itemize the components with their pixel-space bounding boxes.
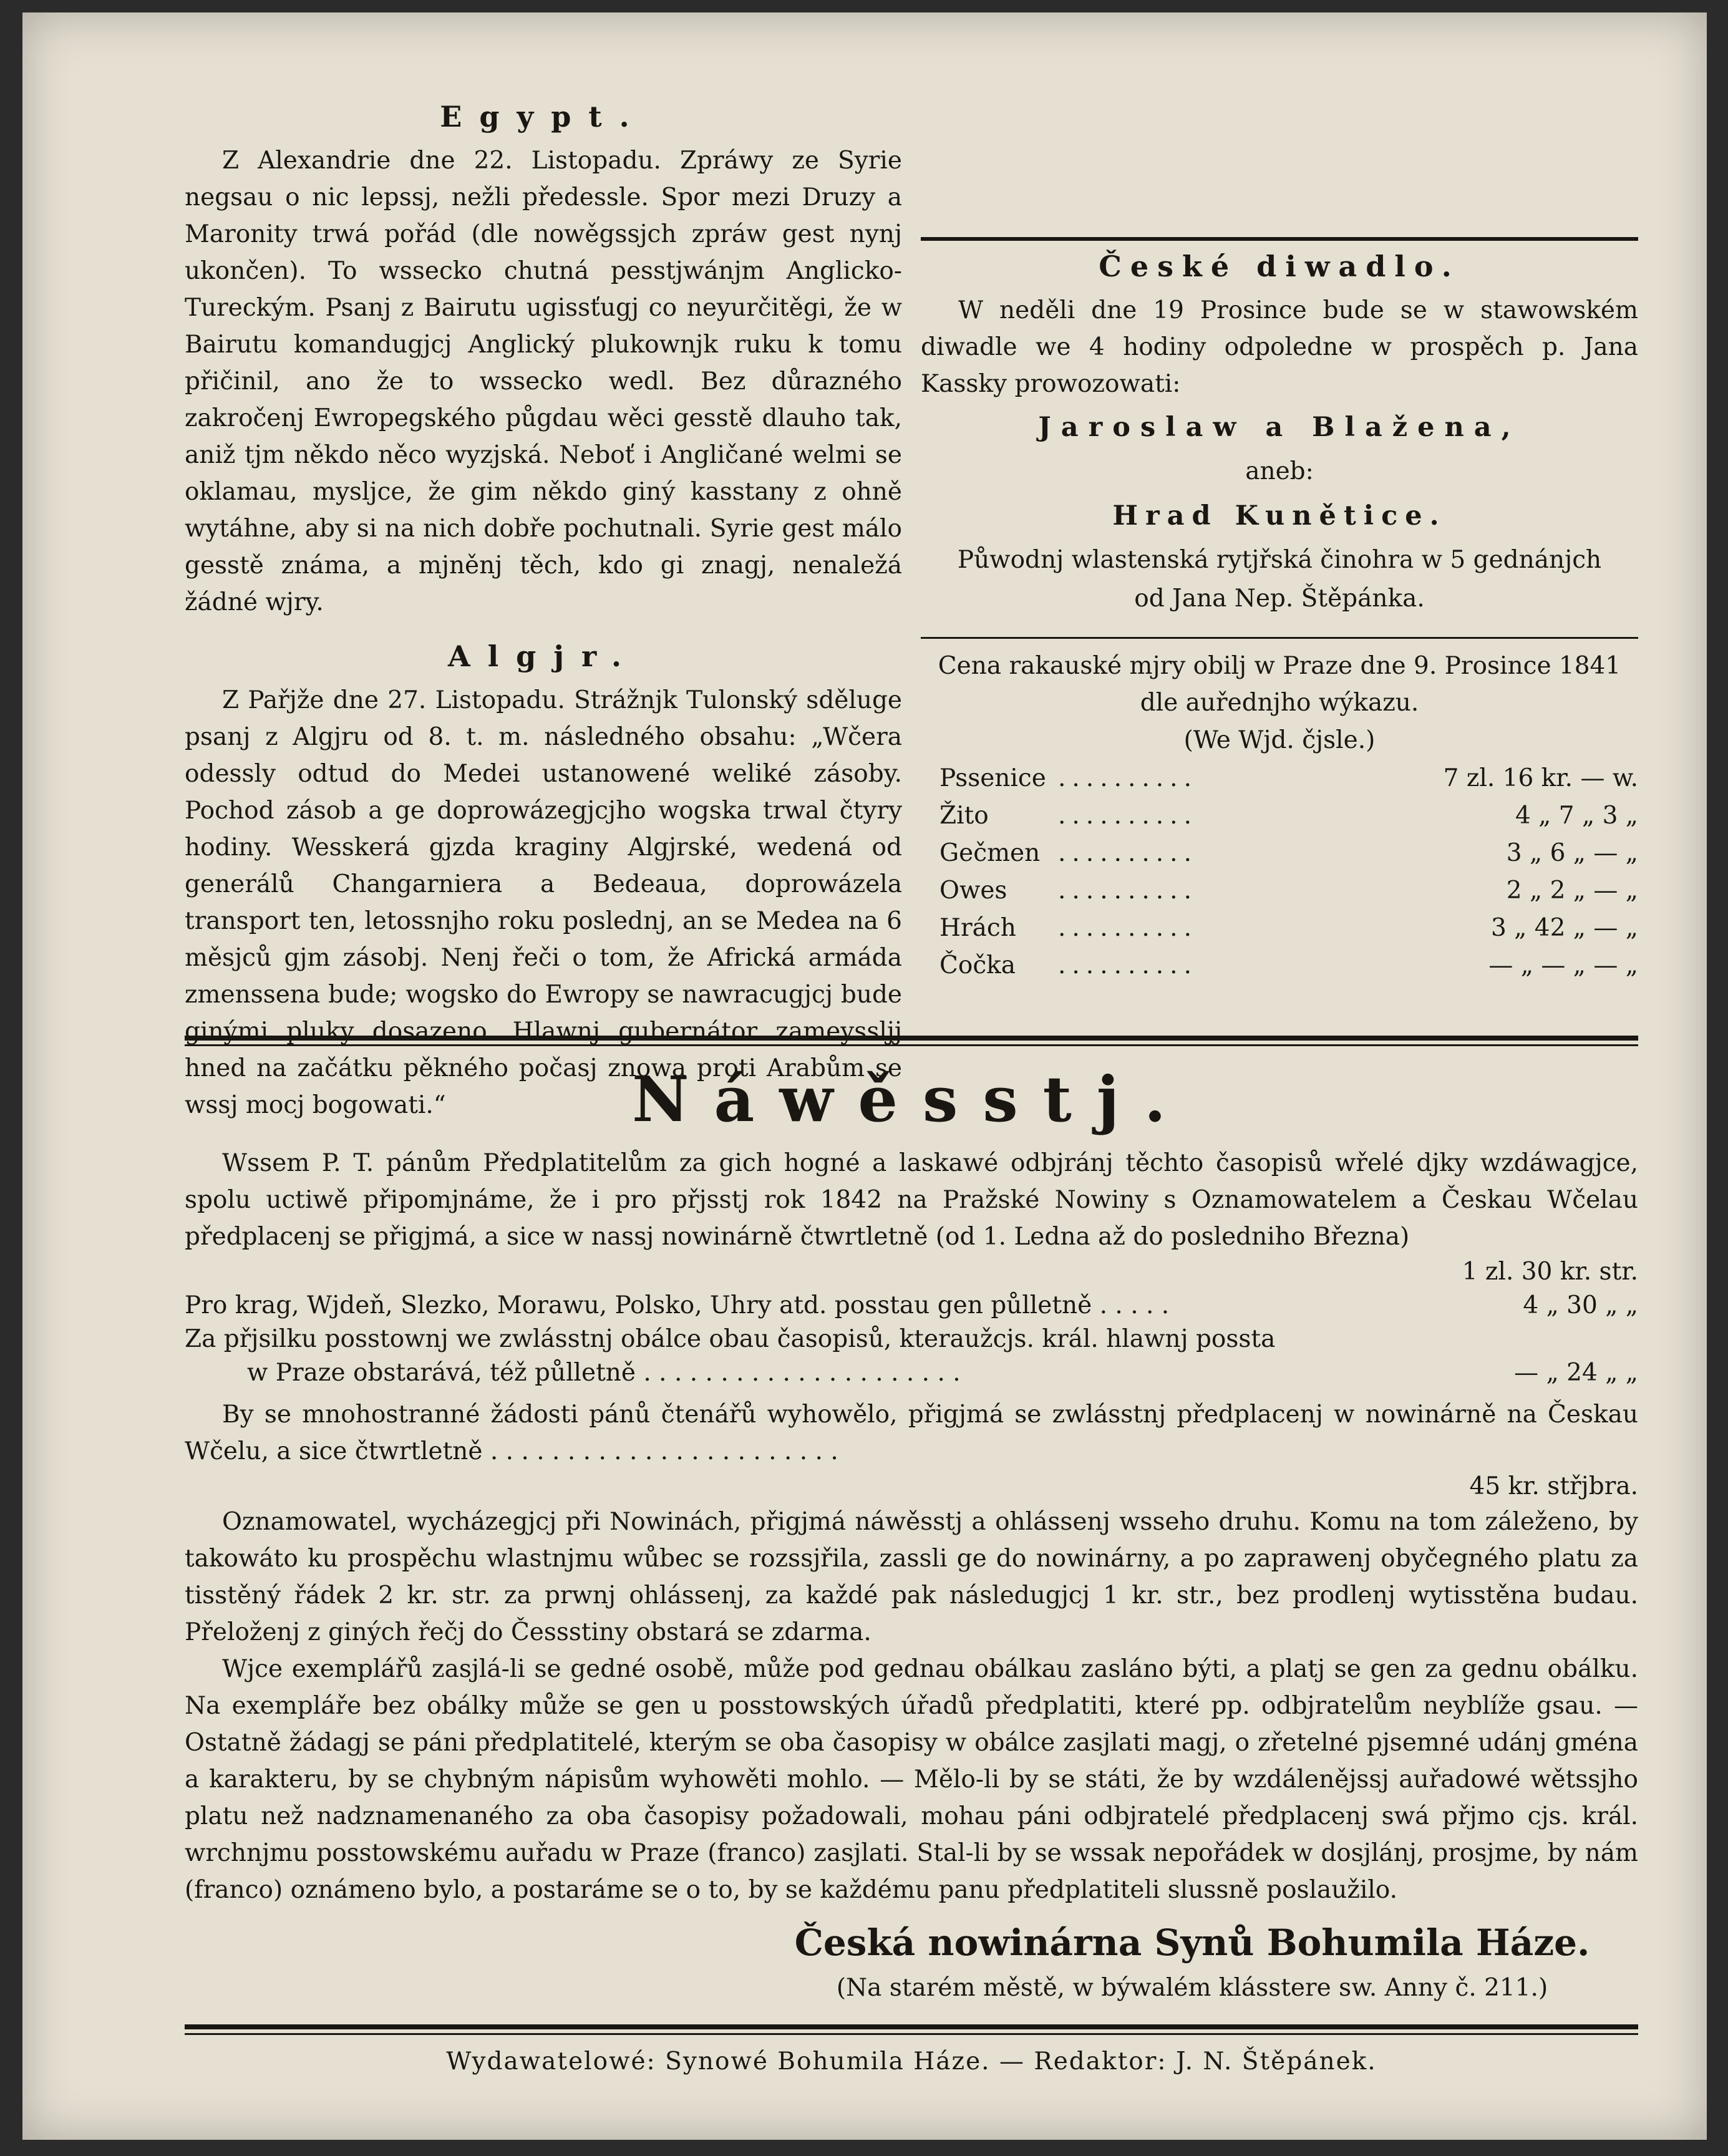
fee-row: w Praze obstarává, též půlletně . . . . . . . . . . . . . . . . . . . . . — „ 24 „ „ xyxy=(247,1359,1638,1387)
egypt-heading: Egypt. xyxy=(440,100,647,134)
price-row: Owes .......... 2 „ 2 „ — „ xyxy=(939,876,1638,905)
prices-top-rule xyxy=(921,637,1638,639)
play-author: od Jana Nep. Štěpánka. xyxy=(1134,585,1425,613)
left-column xyxy=(185,94,902,1124)
announcement-section xyxy=(185,1036,1638,2076)
fee-row: 1 zl. 30 kr. str. xyxy=(1462,1258,1638,1286)
right-column xyxy=(921,94,1638,984)
newspaper-page xyxy=(22,12,1707,2140)
algir-heading: Algjr. xyxy=(448,639,639,673)
announcement-top-rule xyxy=(185,1036,1638,1046)
egypt-article: Z Alexandrie dne 22. Listopadu. Zpráwy ze Syrie negsau o nic lepssj, nežli předessle. Spor mezi Druzy a Maronity trwá pořád (dle nowěgssjch zpráw gest nynj ukončen). To wssecko chutná pesstjwánjm Anglicko-Tureckým. Psanj z Bairutu ugissťugj co neyurčitěgi, že w Bairutu komandugjcj Anglický plukownjk ruku k tomu přičinil, ano že to wssecko wedl. Bez důrazného zakročenj Ewropegského půgdau wěci gesstě dlauho tak, aniž tjm někdo něco wyzjská. Neboť i Angličané welmi se oklamau, mysljce, že gim někdo giný kasstany z ohně wytáhne, aby si na nich dobře pochutnali. Syrie gest málo gesstě známa, a mjněnj těch, kdo gi znagj, nenaležá žádné wjry. xyxy=(185,147,902,616)
theatre-intro: W neděli dne 19 Prosince bude se w stawowském diwadle we 4 hodiny odpoledne w prospěch p. Jana Kassky prowozowati: xyxy=(921,296,1638,398)
theatre-heading: České diwadlo. xyxy=(1099,250,1460,283)
fee-row: Za přjsilku posstownj we zwlásstnj obálce obau časopisů, kteraužcjs. král. hlawnj possta xyxy=(185,1325,1276,1353)
prices-currency-note: (We Wjd. čjsle.) xyxy=(1183,726,1376,754)
price-row: Čočka .......... — „ — „ — „ xyxy=(939,951,1638,979)
fee-row: 45 kr. střjbra. xyxy=(1469,1472,1638,1500)
play-subtitle: Hrad Kunětice. xyxy=(1112,500,1447,532)
price-row: Hrách .......... 3 „ 42 „ — „ xyxy=(939,914,1638,942)
prices-heading: Cena rakauské mjry obilj w Praze dne 9. Prosince 1841 dle auřednjho wýkazu. xyxy=(938,652,1621,717)
imprint-footer: Wydawatelowé: Synowé Bohumila Háze. — Redaktor: J. N. Štěpánek. xyxy=(446,2047,1377,2076)
announcement-title: Náwěsstj. xyxy=(632,1062,1191,1136)
play-title: Jaroslaw a Blažena, xyxy=(1038,412,1521,443)
theatre-top-rule xyxy=(921,237,1638,241)
price-row: Pssenice .......... 7 zl. 16 kr. — w. xyxy=(939,764,1638,792)
publisher-signature: Česká nowinárna Synů Bohumila Háze. xyxy=(794,1921,1590,1964)
price-table xyxy=(921,760,1638,984)
advertiser-paragraph: Oznamowatel, wycházegjcj při Nowinách, přigjmá náwěsstj a ohlássenj wsseho druhu. Komu na tom záleženo, by takowáto ku prospěchu wlastnjmu wůbec se rozssjřila, zassli ge do nowinárny, a po zaprawenj obyčegného platu za tisstěný řádek 2 kr. str. za prwnj ohlássenj, za každé pak následugjcj 1 kr. str., bez prodlenj wytisstěna budau. Přeloženj z giných řečj do Čessstiny obstará se zdarma. xyxy=(185,1508,1638,1646)
fee-row: Pro krag, Wjdeň, Slezko, Morawu, Polsko, Uhry atd. posstau gen půlletně . . . . . 4 „ 30 „ „ xyxy=(185,1291,1638,1319)
algir-article: Z Pařjže dne 27. Listopadu. Strážnjk Tulonský sděluge psanj z Algjru od 8. t. m. následného obsahu: „Wčera odessly odtud do Medei ustanowené weliké zásoby. Pochod zásob a ge doprowázegjcjho wogska trwal čtyry hodiny. Wesskerá gjzda kraginy Algjrské, wedená od generálů Changarniera a Bedeaua, doprowázela transport ten, letossnjho roku poslednj, an se Medea na 6 měsjců gjm zásobj. Nenj řeči o tom, že Africká armáda zmenssena bude; wogsko do Ewropy se nawracugjcj bude ginými pluky dosazeno. Hlawnj gubernátor zameyssljj hned na začátku pěkného počasj znowa proti Arabům se wssj mocj bogowati.“ xyxy=(185,686,902,1119)
play-aneb: aneb: xyxy=(1245,457,1314,485)
price-row: Gečmen .......... 3 „ 6 „ — „ xyxy=(939,839,1638,867)
wcela-paragraph: By se mnohostranné žádosti pánů čtenářů wyhowělo, přigjmá se zwlásstnj předplacenj w nowinárně na Českau Wčelu, a sice čtwrtletně . . . . . . . . . . . . . . . . . . . . . . . xyxy=(185,1401,1638,1465)
subscription-paragraph: Wssem P. T. pánům Předplatitelům za gich hogné a laskawé odbjránj těchto časopisů wřelé djky wzdáwagjce, spolu uctiwě připomjnáme, že i pro přjsstj rok 1842 na Pražské Nowiny s Oznamowatelem a Českau Wčelau předplacenj se přigjmá, a sice w nassj nowinárně čtwrtletně (od 1. Ledna až do posledniho Března) xyxy=(185,1149,1638,1251)
copies-paragraph: Wjce exemplářů zasjlá-li se gedné osobě, může pod gednau obálkau zasláno býti, a platj se gen za gednu obálku. Na exempláře bez obálky může se gen u posstowských úřadů předplatiti, které pp. odbjratelům neyblíže gsau. — Ostatně žádagj se páni předplatitelé, kterým se oba časopisy w obálce zasjlati magj, o zřetelné pjsemné udánj gména a karakteru, by se chybným nápisům wyhowěti mohlo. — Mělo-li by se státi, že by wzdálenějssj auřadowé wětssjho platu než nadznamenaného za oba časopisy požadowali, mohau páni odbjratelé předplacenj swá přjmo cjs. král. wrchnjmu posstowskému auřadu w Praze (franco) zasjlati. Stal-li by se wssak nepořádek w dosjlánj, prosjme, by nám (franco) oznámeno bylo, a postaráme se o to, by se každému panu předplatiteli slussně poslaužilo. xyxy=(185,1655,1638,1904)
play-genre: Půwodnj wlastenská rytjřská činohra w 5 gednánjch xyxy=(957,546,1602,574)
footer-rule xyxy=(185,2024,1638,2035)
publisher-address: (Na starém městě, w býwalém klásstere sw. Anny č. 211.) xyxy=(836,1974,1548,2002)
price-row: Žito .......... 4 „ 7 „ 3 „ xyxy=(939,802,1638,830)
